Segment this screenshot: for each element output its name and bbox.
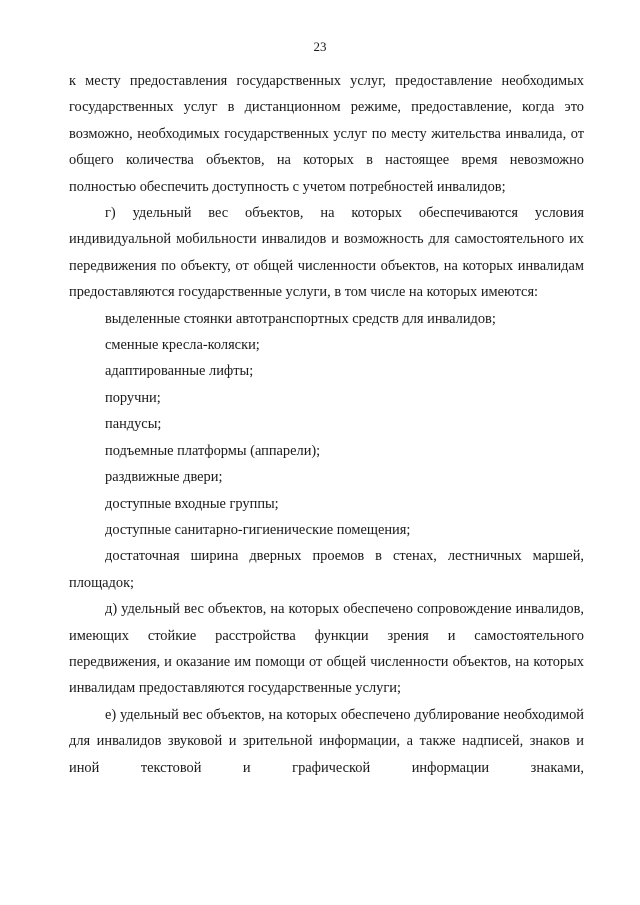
list-item: выделенные стоянки автотранспортных средств для инвалидов;: [105, 310, 496, 327]
document-body: [69, 68, 584, 781]
list-item: пандусы;: [105, 416, 162, 433]
list-item: раздвижные двери;: [105, 469, 223, 486]
list-item-last-line1: достаточная ширина дверных проемов в стенах, лестничных маршей,: [105, 548, 584, 565]
list-item: адаптированные лифты;: [105, 363, 254, 380]
list-item: доступные санитарно-гигиенические помещения;: [105, 521, 411, 538]
paragraph-continuation: к месту предоставления государственных услуг, предоставление необходимых государственных услуг в дистанционном режиме, предоставление, когда это возможно, необходимых государственных услуг по месту жительства инвалида, от общего количества объектов, на которых в настоящее время невозможно полностью обеспечить доступность с учетом потребностей инвалидов;: [69, 73, 584, 195]
paragraph-item-e: е) удельный вес объектов, на которых обеспечено дублирование необходимой для инвалидов звуковой и зрительной информации, а также надписей, знаков и иной текстовой и графической информации знаками,: [69, 706, 584, 776]
paragraph-item-g: г) удельный вес объектов, на которых обеспечиваются условия индивидуальной мобильности инвалидов и возможность для самостоятельного их передвижения по объекту, от общей численности объектов, на которых инвалидам предоставляются государственные услуги, в том числе на которых имеются:: [69, 205, 584, 301]
list-item: доступные входные группы;: [105, 495, 279, 512]
list-item: поручни;: [105, 389, 161, 406]
paragraph-item-d: д) удельный вес объектов, на которых обеспечено сопровождение инвалидов, имеющих стойкие расстройства функции зрения и самостоятельного передвижения, и оказание им помощи от общей численности объектов, на которых инвалидам предоставляются государственные услуги;: [69, 601, 584, 697]
list-item-last-line2: площадок;: [69, 574, 135, 591]
list-item: подъемные платформы (аппарели);: [105, 442, 321, 459]
page-number: 23: [313, 39, 327, 54]
list-item: сменные кресла-коляски;: [105, 337, 260, 354]
